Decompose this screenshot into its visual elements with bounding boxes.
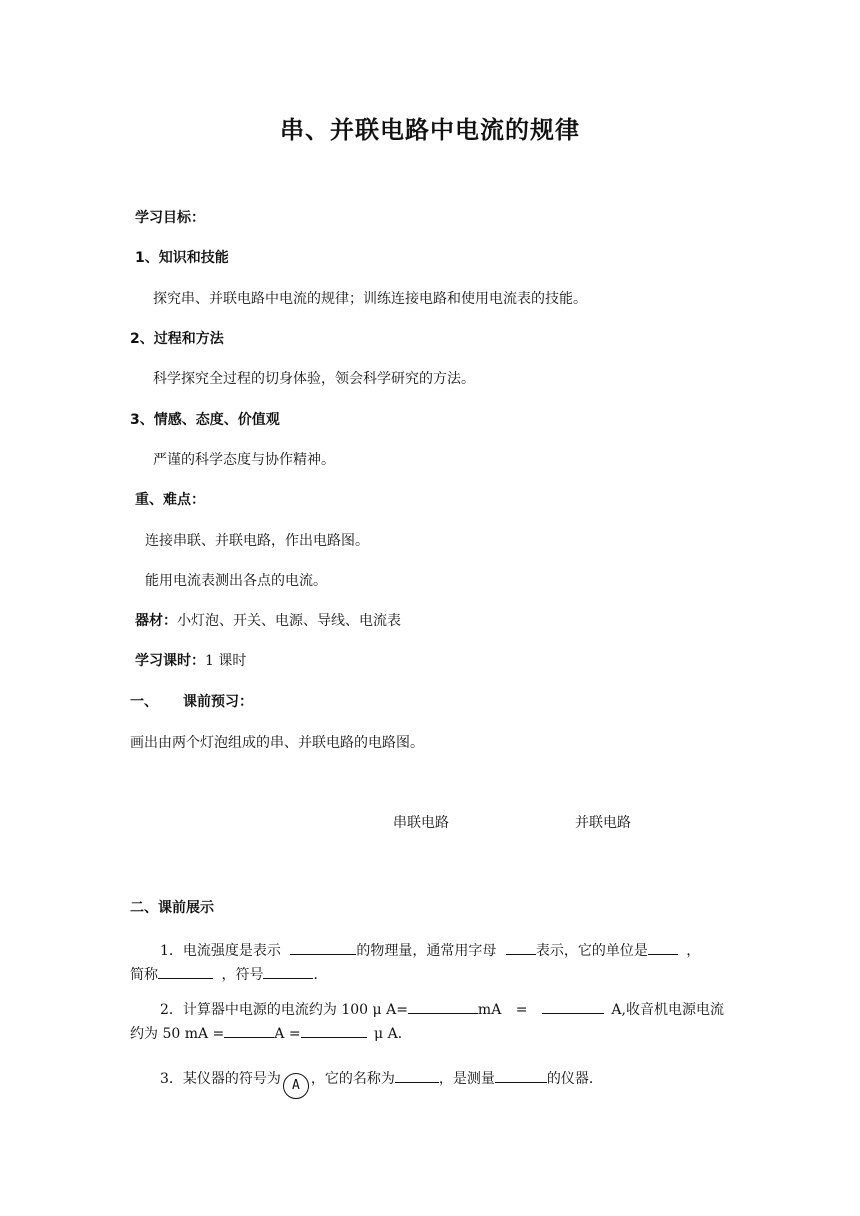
parallel-circuit-label: 并联电路 (575, 815, 631, 831)
emotion-text: 严谨的科学态度与协作精神。 (153, 452, 335, 468)
question-3-text-d: 的仪器． (546, 1071, 603, 1087)
emotion-heading: 3、情感、态度、价值观 (130, 412, 280, 428)
question-1-text-g: ． (313, 967, 328, 983)
question-1-line-2 (130, 964, 327, 985)
question-3-text-a: 3．某仪器的符号为 (160, 1071, 281, 1087)
process-text: 科学探究全过程的切身体验，领会科学研究的方法。 (153, 371, 475, 387)
question-3-blank-1[interactable] (395, 1068, 439, 1083)
class-hours-text: 1 课时 (205, 653, 247, 669)
question-1-text-d: ， (686, 943, 701, 959)
class-hours-line (135, 651, 246, 671)
class-hours-label: 学习课时： (135, 653, 205, 669)
question-3-text-c: ，是测量 (438, 1071, 495, 1087)
question-1-line-1 (160, 940, 700, 961)
knowledge-heading: 1、知识和技能 (135, 250, 229, 266)
question-1-text-a: 1．电流强度是表示 (160, 943, 281, 959)
question-1-blank-1[interactable] (290, 940, 356, 955)
ammeter-symbol-icon: A (283, 1073, 309, 1099)
question-2-blank-3[interactable] (224, 1023, 274, 1038)
process-heading: 2、过程和方法 (130, 331, 224, 347)
question-2-text-c: = (515, 1002, 528, 1018)
question-3-text-b: ，它的名称为 (310, 1071, 395, 1087)
question-2-text-d: A,收音机电源电流 (611, 1002, 724, 1018)
equipment-line (135, 611, 401, 631)
question-3-line (160, 1068, 603, 1099)
knowledge-text: 探究串、并联电路中电流的规律；训练连接电路和使用电流表的技能。 (153, 291, 587, 307)
key-point-1: 连接串联、并联电路，作出电路图。 (145, 533, 369, 549)
question-1-blank-3[interactable] (648, 940, 678, 955)
question-1-blank-5[interactable] (263, 964, 313, 979)
page-title: 串、并联电路中电流的规律 (280, 116, 580, 144)
question-2-text-a: 2．计算器中电源的电流约为 100 μ A= (160, 1002, 408, 1018)
question-2-line-1 (160, 999, 724, 1020)
question-1-text-f: ，符号 (221, 967, 264, 983)
key-point-2: 能用电流表测出各点的电流。 (145, 573, 327, 589)
question-3-blank-2[interactable] (495, 1068, 547, 1083)
goals-heading: 学习目标： (135, 210, 205, 226)
question-1-blank-2[interactable] (506, 940, 536, 955)
series-circuit-label: 串联电路 (393, 815, 449, 831)
section-1-heading: 课前预习： (183, 694, 253, 710)
key-points-heading: 重、难点： (135, 492, 205, 508)
question-1-blank-4[interactable] (158, 964, 213, 979)
question-1-text-b: 的物理量，通常用字母 (356, 943, 497, 959)
question-2-text-b: mA (477, 1002, 502, 1018)
section-1-text: 画出由两个灯泡组成的串、并联电路的电路图。 (130, 735, 424, 751)
question-1-text-c: 表示，它的单位是 (535, 943, 648, 959)
question-2-text-e: 约为 50 mA = (130, 1026, 225, 1042)
section-2-heading: 二、课前展示 (130, 900, 214, 916)
question-2-blank-1[interactable] (408, 999, 478, 1014)
question-2-blank-4[interactable] (301, 1023, 367, 1038)
question-2-line-2 (130, 1023, 412, 1044)
question-2-blank-2[interactable] (542, 999, 604, 1014)
question-1-text-e: 简称 (130, 967, 158, 983)
equipment-text: 小灯泡、开关、电源、导线、电流表 (177, 613, 401, 629)
question-2-text-g: μ A． (374, 1026, 412, 1042)
question-2-text-f: A = (274, 1026, 301, 1042)
equipment-label: 器材： (135, 613, 177, 629)
section-1-number: 一、 (130, 694, 158, 710)
